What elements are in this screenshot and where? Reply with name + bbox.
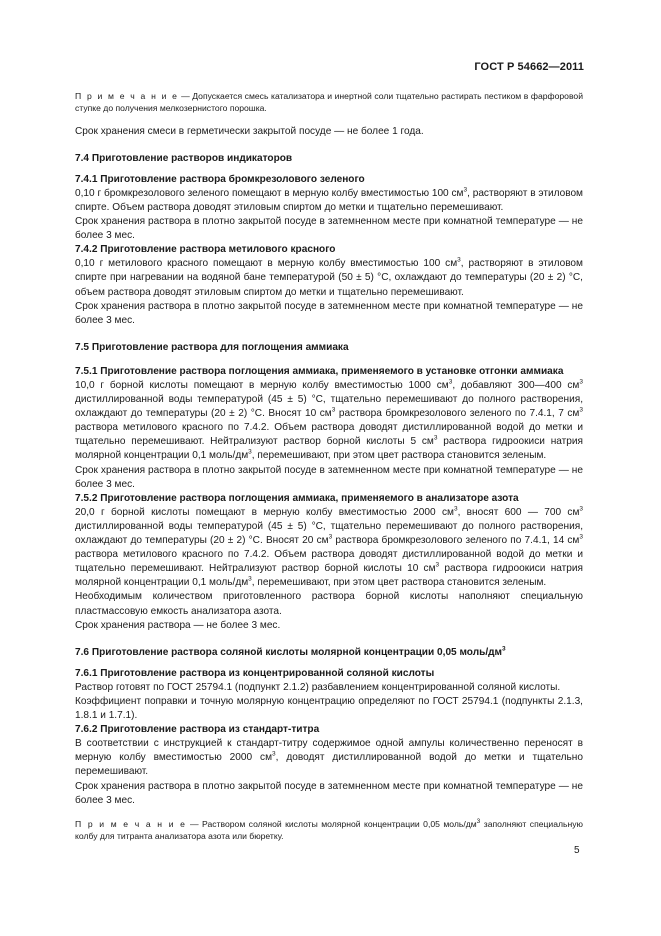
page-body: [75, 90, 583, 842]
section-7-4-2-storage: Срок хранения раствора в плотно закрытой посуде в затемненном месте при комнатной температуре — не более 3 мес.: [75, 300, 583, 326]
section-7-6-1-heading: 7.6.1 Приготовление раствора из концентрированной соляной кислоты: [75, 667, 435, 679]
section-7-5-1-heading: 7.5.1 Приготовление раствора поглощения аммиака, применяемого в установке отгонки аммиака: [75, 365, 564, 377]
section-7-6-heading: 7.6 Приготовление раствора соляной кислоты молярной концентрации 0,05 моль/$дм^3$: [75, 645, 506, 658]
section-7-4-2-heading: 7.4.2 Приготовление раствора метилового красного: [75, 244, 336, 256]
note-paragraph-2: П р и м е ч а н и е — Раствором соляной кислоты молярной концентрации 0,05 моль/$дм^3$ заполняют специальную колбу для титранта анализатора азота или бюретку.: [75, 817, 583, 842]
section-7-5-2-container-paragraph: Необходимым количеством приготовленного раствора борной кислоты наполняют специальную пластмассовую емкость анализатора азота.: [75, 591, 583, 617]
section-7-6-1-paragraph: Раствор готовят по ГОСТ 25794.1 (подпункт 2.1.2) разбавлением концентрированной соляной кислоты.: [75, 681, 561, 693]
section-7-5-2-heading: 7.5.2 Приготовление раствора поглощения аммиака, применяемого в анализаторе азота: [75, 492, 519, 504]
section-7-4-1-heading: 7.4.1 Приготовление раствора бромкрезолового зеленого: [75, 173, 365, 185]
section-7-5-2-paragraph: 20,0 г борной кислоты помещают в мерную колбу вместимостью 2000 $см^3$, вносят 600 — 700 $см^3$ дистиллированной воды температурой (45 ± 5) °С, тщательно перемешивают до полного растворения, охлаждают до температуры (20 ± 2) °С. Вносят 20 $см^3$ раствора бромкрезолового зеленого по 7.4.1, 14 $см^3$ раствора метилового красного по 7.4.2. Объем раствора доводят дистиллированной водой до метки и тщательно перемешивают. Нейтрализуют раствор борной кислоты 10 $см^3$ раствора гидроокиси натрия молярной концентрации 0,1 моль/$дм^3$, перемешивают, при этом цвет раствора становится зеленым.: [75, 505, 584, 589]
section-7-4-heading: 7.4 Приготовление растворов индикаторов: [75, 152, 293, 164]
storage-paragraph: Срок хранения смеси в герметически закрытой посуде — не более 1 года.: [75, 125, 424, 137]
page-number: 5: [574, 845, 580, 856]
section-7-5-1-storage: Срок хранения раствора в плотно закрытой посуде в затемненном месте при комнатной температуре — не более 3 мес.: [75, 464, 583, 490]
section-7-6-2-heading: 7.6.2 Приготовление раствора из стандарт-титра: [75, 724, 320, 736]
document-code: ГОСТ Р 54662—2011: [474, 61, 584, 73]
section-7-4-1-storage: Срок хранения раствора в плотно закрытой посуде в затемненном месте при комнатной температуре — не более 3 мес.: [75, 216, 583, 242]
note-label-2: П р и м е ч а н и е: [75, 818, 187, 829]
section-7-5-1-paragraph: 10,0 г борной кислоты помещают в мерную колбу вместимостью 1000 $см^3$, добавляют 300—400 $см^3$ дистиллированной воды температурой (45 ± 5) °С, тщательно перемешивают до полного растворения, охлаждают до температуры (20 ± 2) °С. Вносят 10 $см^3$ раствора бромкрезолового зеленого по 7.4.1, 7 $см^3$ раствора метилового красного по 7.4.2. Объем раствора доводят дистиллированной водой до метки и тщательно перемешивают. Нейтрализуют раствор борной кислоты 5 $см^3$ раствора гидроокиси натрия молярной концентрации 0,1 моль/$дм^3$, перемешивают, при этом цвет раствора становится зеленым.: [75, 378, 583, 462]
note-paragraph: [75, 90, 583, 115]
section-7-5-heading: 7.5 Приготовление раствора для поглощения аммиака: [75, 341, 349, 353]
section-7-6-1-coefficient: Коэффициент поправки и точную молярную концентрацию определяют по ГОСТ 25794.1 (подпункты 2.1.3, 1.8.1 и 1.7.1).: [75, 695, 583, 722]
note-label: П р и м е ч а н и е: [75, 91, 179, 101]
section-7-4-2-paragraph: 0,10 г метилового красного помещают в мерную колбу вместимостью 100 $см^3$, растворяют в этиловом спирте при нагревании на водяной бане температурой (50 ± 5) °С, охлаждают до температуры (20 ± 2) °С, объем раствора доводят этиловым спиртом до метки и тщательно перемешивают.: [75, 256, 583, 298]
section-7-6-2-storage: Срок хранения раствора в плотно закрытой посуде в затемненном месте при комнатной температуре — не более 3 мес.: [75, 780, 583, 806]
section-7-5-2-storage: Срок хранения раствора — не более 3 мес.: [75, 619, 281, 631]
note-text: — Допускается смесь катализатора и инертной соли тщательно растирать пестиком в фарфоровой ступке до получения мелкозернистого порошка.: [75, 91, 583, 114]
section-7-6-2-paragraph: В соответствии с инструкцией к стандарт-титру содержимое одной ампулы количественно переносят в мерную колбу вместимостью 2000 $см^3$, доводят дистиллированной водой до метки и тщательно перемешивают.: [75, 738, 583, 778]
section-7-4-1-paragraph: 0,10 г бромкрезолового зеленого помещают в мерную колбу вместимостью 100 $см^3$, растворяют в этиловом спирте. Объем раствора доводят этиловым спиртом до метки и тщательно перемешивают.: [75, 186, 583, 213]
